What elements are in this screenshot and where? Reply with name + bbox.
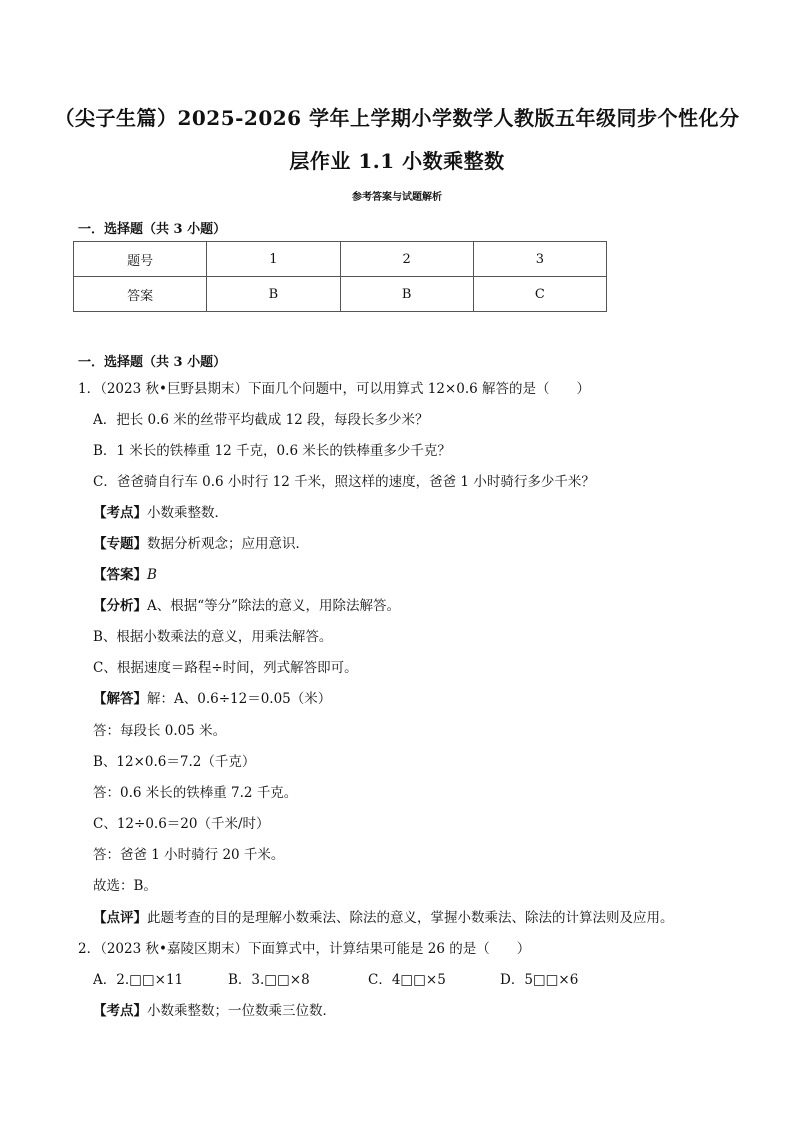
question-1-kaodian (93, 507, 228, 521)
jieda-tag: 【解答】 (93, 691, 147, 707)
section-heading-questions: 一．选择题（共 3 小题） (78, 355, 227, 370)
dianping-tag: 【点评】 (93, 910, 147, 926)
dianping-text: 此题考查的目的是理解小数乘法、除法的意义，掌握小数乘法、除法的计算法则及应用。 (147, 910, 674, 926)
kaodian-text: 小数乘整数． (147, 505, 228, 521)
answer-tag: 【答案】 (93, 567, 147, 583)
document-subtitle: 参考答案与试题解析 (352, 192, 442, 203)
table-cell: B (207, 277, 340, 312)
jieda-text-1: 解：A、0.6÷12＝0.05（米） (147, 691, 332, 707)
question-2-kaodian (93, 1005, 336, 1019)
question-1-jieda-2: 答：每段长 0.05 米。 (93, 723, 227, 739)
question-2-option-d: D．5□□×6 (500, 972, 579, 988)
section-heading-answers: 一．选择题（共 3 小题） (78, 222, 227, 237)
kaodian-tag: 【考点】 (93, 505, 147, 521)
question-1-jieda-7: 故选：B。 (93, 878, 157, 894)
kaodian-tag: 【考点】 (93, 1003, 147, 1019)
question-2-option-c: C．4□□×5 (368, 972, 446, 988)
question-1-zhuanti (93, 538, 309, 552)
question-1-dianping (93, 912, 674, 926)
kaodian-text: 小数乘整数；一位数乘三位数． (147, 1003, 336, 1019)
question-1-jieda (93, 693, 331, 707)
table-cell: B (340, 277, 473, 312)
question-1-option-b: B．1 米长的铁棒重 12 千克，0.6 米长的铁棒重多少千克？ (93, 443, 451, 459)
table-row (74, 242, 607, 277)
question-2-option-a: A．2.□□×11 (93, 972, 184, 988)
table-cell: 1 (207, 242, 340, 277)
table-cell: C (473, 277, 606, 312)
table-cell: 2 (340, 242, 473, 277)
question-1-jieda-5: C、12÷0.6＝20（千米/时） (93, 816, 270, 832)
question-2-options (93, 974, 578, 988)
answer-text: B (147, 567, 157, 583)
document-title-line-1: （尖子生篇）2025-2026 学年上学期小学数学人教版五年级同步个性化分 (54, 106, 740, 130)
question-1-jieda-3: B、12×0.6＝7.2（千克） (93, 754, 256, 770)
question-2-option-b: B．3.□□×8 (228, 972, 310, 988)
zhuanti-tag: 【专题】 (93, 536, 147, 552)
question-2-stem: 2．（2023 秋•嘉陵区期末）下面算式中，计算结果可能是 26 的是（ ） (78, 941, 531, 957)
table-row (74, 277, 607, 312)
question-1-fenxi (93, 600, 400, 614)
question-1-jieda-4: 答：0.6 米长的铁棒重 7.2 千克。 (93, 785, 298, 801)
table-cell: 题号 (74, 242, 207, 277)
answer-table (73, 241, 607, 312)
zhuanti-text: 数据分析观念；应用意识． (147, 536, 309, 552)
question-1-option-a: A．把长 0.6 米的丝带平均截成 12 段，每段长多少米？ (93, 412, 429, 428)
question-1-option-c: C．爸爸骑自行车 0.6 小时行 12 千米，照这样的速度，爸爸 1 小时骑行多少千米？ (93, 474, 595, 490)
question-1-jieda-6: 答：爸爸 1 小时骑行 20 千米。 (93, 847, 285, 863)
document-title-line-2: 层作业 1.1 小数乘整数 (289, 149, 505, 173)
question-1-fenxi-2: B、根据小数乘法的意义，用乘法解答。 (93, 629, 333, 645)
fenxi-text-1: A、根据“等分”除法的意义，用除法解答。 (147, 598, 401, 614)
fenxi-tag: 【分析】 (93, 598, 147, 614)
table-cell: 3 (473, 242, 606, 277)
question-1-stem: 1．（2023 秋•巨野县期末）下面几个问题中，可以用算式 12×0.6 解答的是（ ） (78, 381, 590, 397)
question-1-answer (93, 569, 157, 583)
table-cell: 答案 (74, 277, 207, 312)
question-1-fenxi-3: C、根据速度＝路程÷时间，列式解答即可。 (93, 660, 358, 676)
